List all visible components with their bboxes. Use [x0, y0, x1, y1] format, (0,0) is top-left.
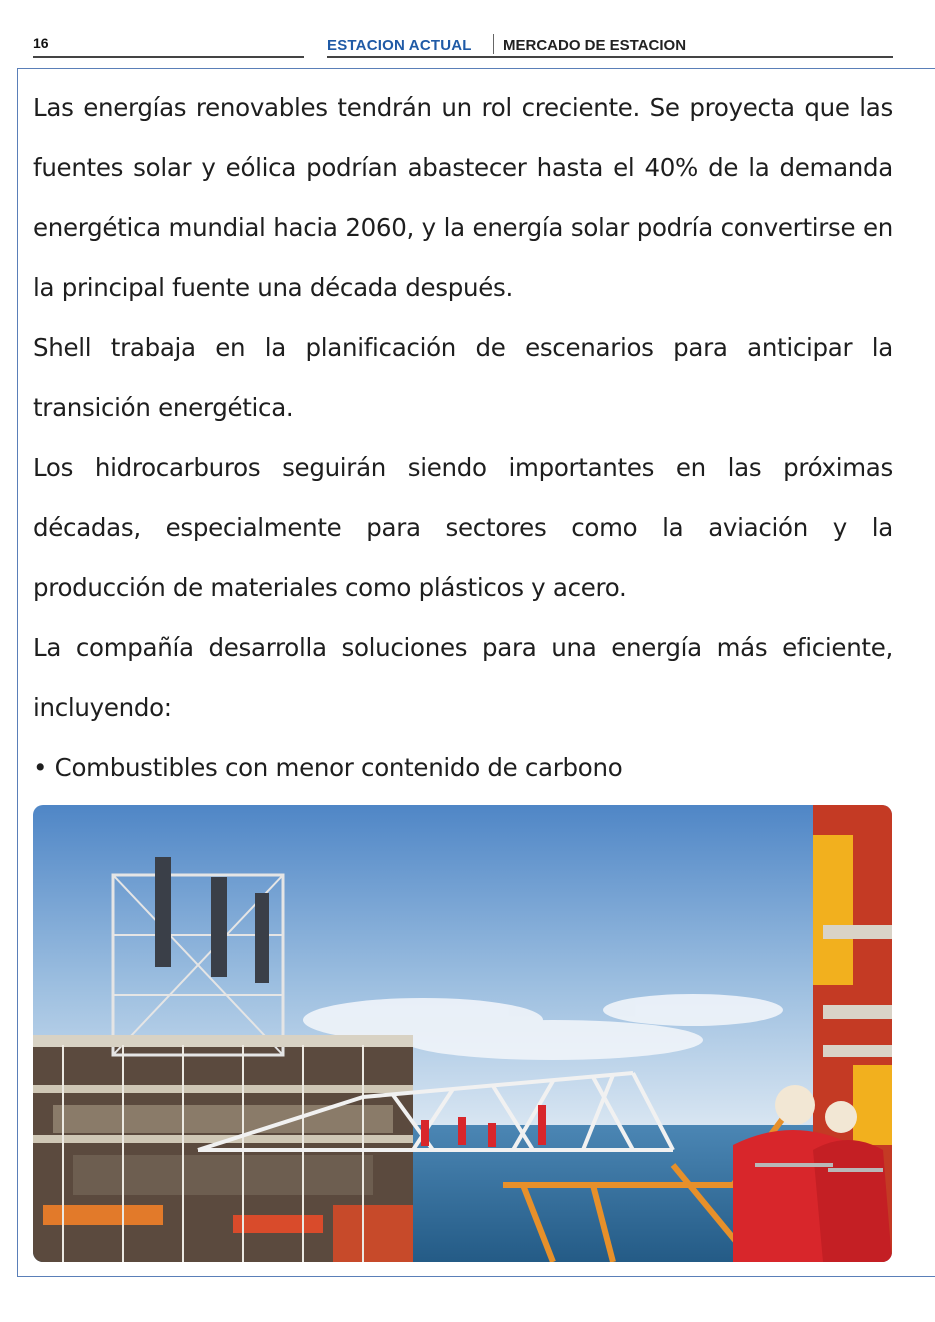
paragraph: La compañía desarrolla soluciones para una energía más eficiente, incluyendo: — [33, 633, 893, 722]
bullet-item: • Combustibles con menor contenido de carbono — [33, 753, 623, 782]
paragraph: Las energías renovables tendrán un rol creciente. Se proyecta que las fuentes solar y eólica podrían abastecer hasta el 40% de la demanda energética mundial hacia 2060, y la energía solar podría convertirse en la principal fuente una década después. — [33, 93, 893, 302]
header-rule-right — [327, 56, 893, 58]
header-title: MERCADO DE ESTACION — [503, 37, 687, 54]
page-number: 16 — [33, 35, 49, 51]
photo-illustration — [33, 805, 892, 1262]
header-section-label: ESTACION ACTUAL — [327, 37, 472, 54]
paragraph: Los hidrocarburos seguirán siendo importantes en las próximas décadas, especialmente para sectores como la aviación y la producción de materiales como plásticos y acero. — [33, 453, 893, 602]
header-rule-left — [33, 56, 304, 58]
header-divider — [493, 34, 494, 54]
article-body — [33, 78, 893, 798]
offshore-platform-photo — [33, 805, 892, 1262]
paragraph: Shell trabaja en la planificación de escenarios para anticipar la transición energética. — [33, 333, 893, 422]
